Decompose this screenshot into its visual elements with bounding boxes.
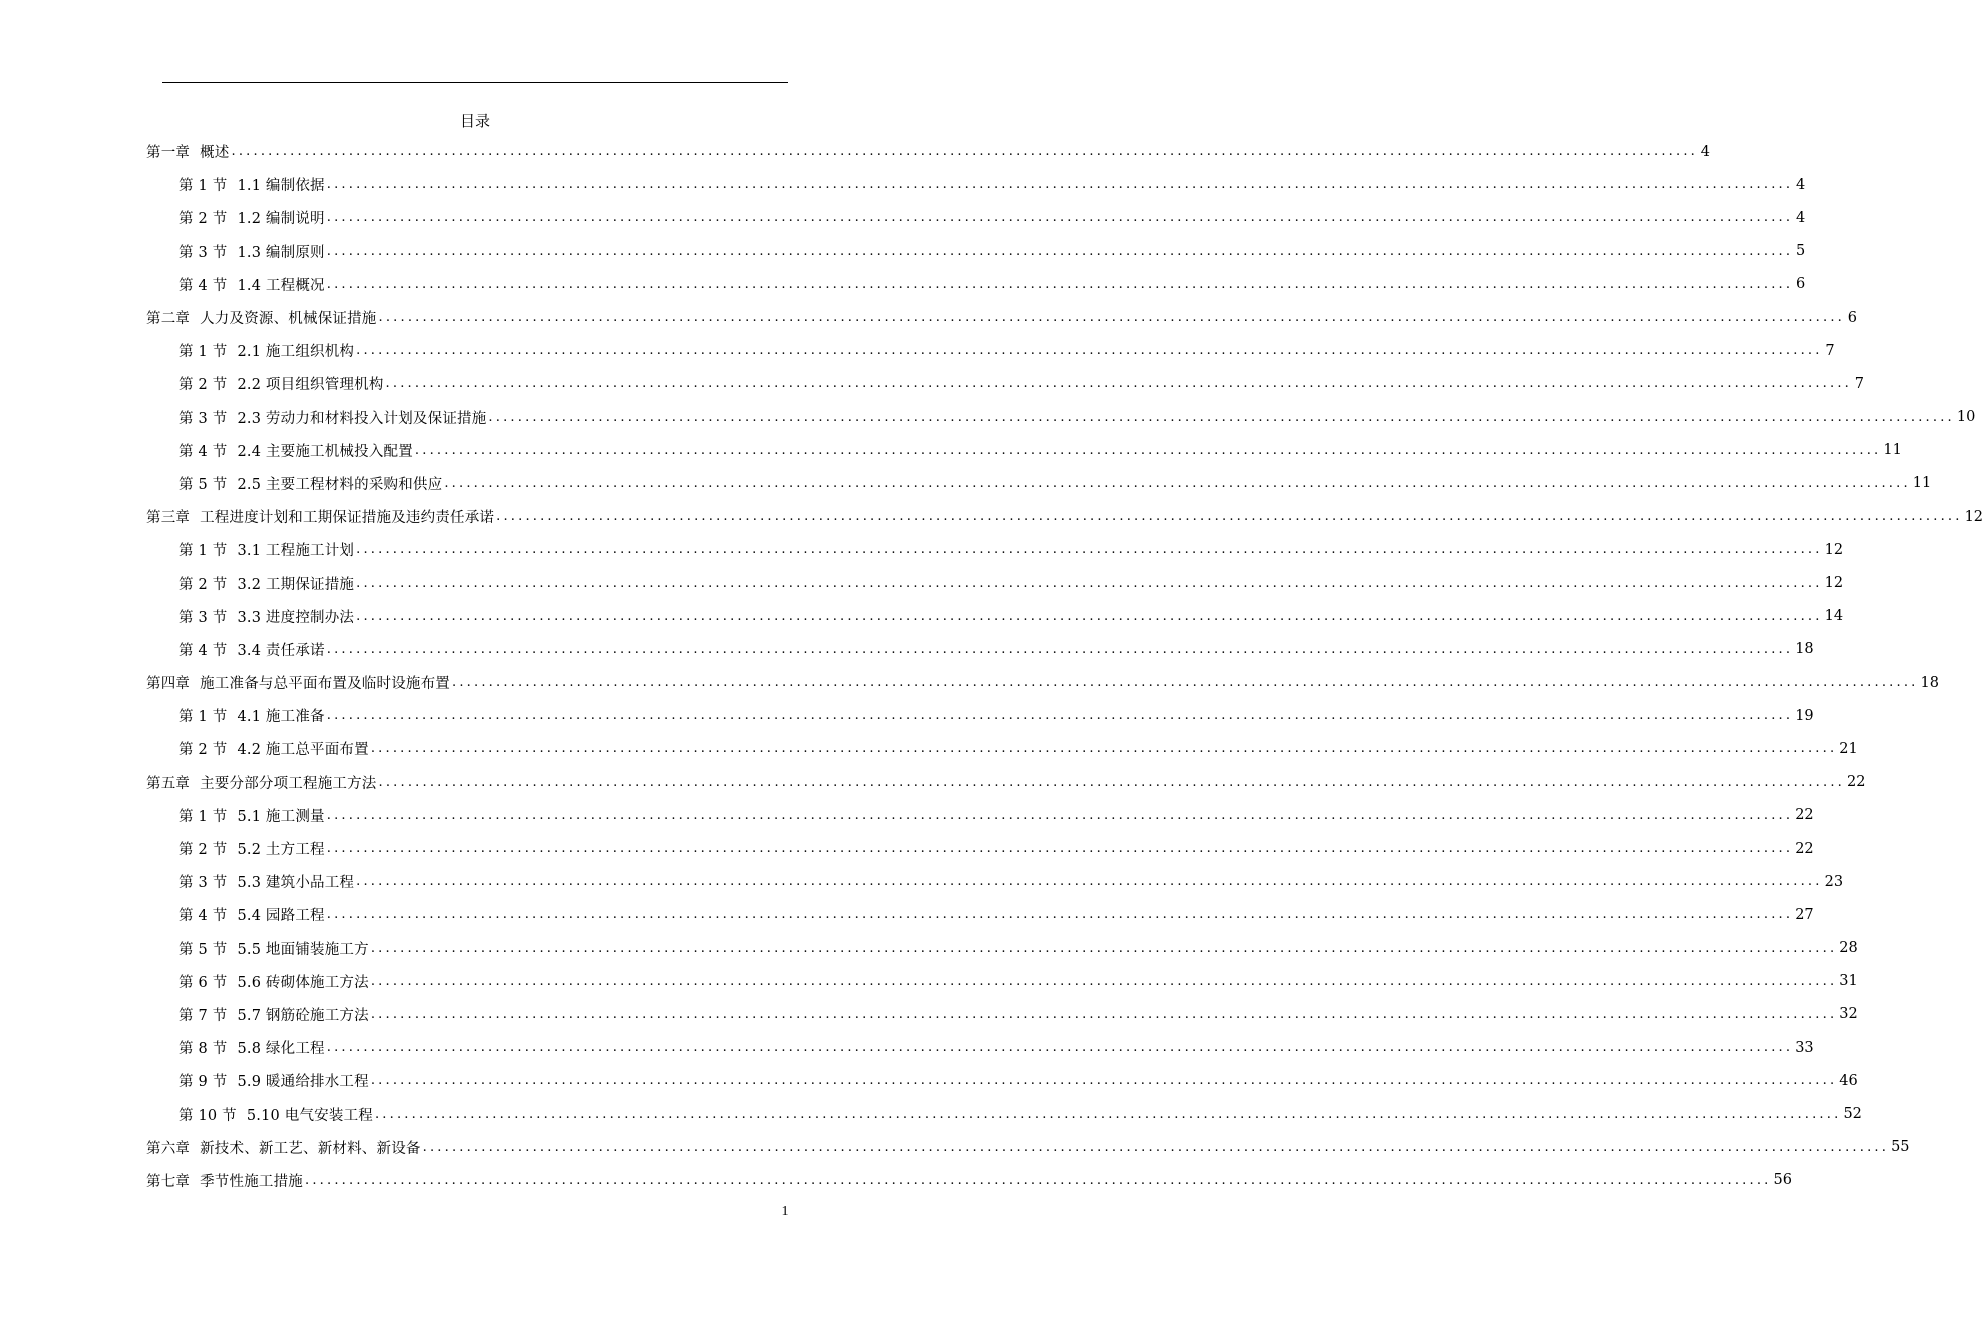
toc-entry-text: 工程进度计划和工期保证措施及违约责任承诺 [200, 510, 495, 527]
toc-entry-page-number: 23 [1824, 873, 1844, 890]
toc-entry-page-number: 32 [1839, 1006, 1858, 1023]
toc-entry-prefix: 第六章 [146, 1140, 191, 1157]
toc-entry-label [179, 1070, 369, 1091]
toc-entry-text: 4.1 施工准备 [237, 709, 325, 726]
table-of-contents [146, 135, 1983, 1197]
toc-chapter-entry[interactable] [146, 1164, 1792, 1197]
toc-entry-prefix: 第 1 节 [179, 709, 228, 726]
toc-entry-label [179, 938, 369, 959]
toc-dot-leader: ........................................................................................................................................................................................................ [370, 1073, 1838, 1089]
toc-entry-prefix: 第 3 节 [179, 244, 228, 261]
toc-section-entry[interactable] [146, 799, 1814, 832]
toc-dot-leader: ........................................................................................................................................................................................................ [326, 907, 1794, 923]
toc-dot-leader: ........................................................................................................................................................................................................ [326, 177, 1794, 193]
toc-entry-page-number: 19 [1795, 707, 1814, 724]
toc-entry-page-number: 10 [1956, 409, 1976, 426]
toc-entry-text: 5.1 施工测量 [237, 808, 325, 825]
toc-section-entry[interactable] [146, 965, 1858, 998]
toc-entry-text: 2.4 主要施工机械投入配置 [237, 443, 413, 460]
toc-entry-label [179, 573, 354, 594]
toc-entry-label [146, 141, 230, 162]
toc-entry-page-number: 7 [1854, 375, 1864, 392]
toc-dot-leader: ........................................................................................................................................................................................................ [370, 1006, 1838, 1022]
toc-dot-leader: ........................................................................................................................................................................................................ [452, 675, 1919, 691]
toc-section-entry[interactable] [146, 235, 1806, 268]
toc-dot-leader: ........................................................................................................................................................................................................ [305, 1172, 1772, 1188]
toc-entry-label [179, 871, 354, 892]
toc-entry-prefix: 第 5 节 [179, 476, 228, 493]
toc-entry-text: 2.2 项目组织管理机构 [237, 377, 384, 394]
toc-entry-page-number: 4 [1700, 143, 1710, 160]
toc-entry-page-number: 22 [1795, 840, 1814, 857]
toc-entry-page-number: 56 [1773, 1172, 1792, 1189]
toc-entry-label [179, 971, 369, 992]
toc-entry-label [146, 1137, 421, 1158]
toc-entry-text: 5.7 钢筋砼施工方法 [237, 1007, 369, 1024]
toc-entry-label [179, 1037, 325, 1058]
toc-entry-text: 3.1 工程施工计划 [237, 543, 355, 560]
toc-entry-label [146, 307, 377, 328]
toc-dot-leader: ........................................................................................................................................................................................................ [422, 1139, 1890, 1155]
toc-entry-label [179, 705, 325, 726]
toc-entry-prefix: 第 4 节 [179, 908, 228, 925]
toc-dot-leader: ........................................................................................................................................................................................................ [356, 608, 1823, 624]
toc-entry-prefix: 第三章 [146, 510, 191, 527]
toc-entry-prefix: 第 7 节 [179, 1007, 228, 1024]
toc-entry-text: 1.3 编制原则 [237, 244, 325, 261]
toc-entry-label [179, 805, 325, 826]
toc-dot-leader: ........................................................................................................................................................................................................ [326, 708, 1794, 724]
toc-entry-label [179, 606, 354, 627]
toc-dot-leader: ........................................................................................................................................................................................................ [488, 409, 1955, 425]
toc-entry-label [179, 207, 325, 228]
toc-entry-text: 2.3 劳动力和材料投入计划及保证措施 [237, 410, 487, 427]
toc-entry-text: 5.4 园路工程 [237, 908, 325, 925]
toc-entry-text: 新技术、新工艺、新材料、新设备 [200, 1140, 421, 1157]
toc-dot-leader: ........................................................................................................................................................................................................ [326, 243, 1794, 259]
toc-entry-page-number: 12 [1964, 508, 1983, 525]
toc-entry-page-number: 11 [1883, 442, 1902, 459]
toc-entry-page-number: 4 [1795, 176, 1806, 193]
toc-entry-prefix: 第 1 节 [179, 543, 228, 560]
toc-dot-leader: ........................................................................................................................................................................................................ [356, 343, 1823, 359]
toc-entry-prefix: 第 2 节 [179, 211, 228, 228]
toc-entry-page-number: 18 [1795, 641, 1814, 658]
toc-entry-prefix: 第五章 [146, 775, 191, 792]
toc-entry-prefix: 第 2 节 [179, 576, 228, 593]
toc-dot-leader: ........................................................................................................................................................................................................ [326, 841, 1794, 857]
toc-dot-leader: ........................................................................................................................................................................................................ [385, 376, 1852, 392]
toc-title: 目录 [459, 112, 490, 130]
toc-entry-text: 1.4 工程概况 [237, 277, 325, 294]
toc-entry-page-number: 55 [1891, 1139, 1910, 1156]
page-number: 1 [781, 1204, 789, 1219]
toc-dot-leader: ........................................................................................................................................................................................................ [378, 774, 1845, 790]
toc-dot-leader: ........................................................................................................................................................................................................ [444, 475, 1911, 491]
toc-entry-page-number: 5 [1795, 243, 1806, 260]
toc-entry-label [146, 672, 450, 693]
toc-entry-text: 5.2 土方工程 [237, 842, 325, 859]
toc-dot-leader: ........................................................................................................................................................................................................ [326, 210, 1794, 226]
toc-entry-page-number: 46 [1839, 1072, 1858, 1089]
toc-entry-page-number: 7 [1825, 342, 1835, 359]
toc-entry-prefix: 第二章 [146, 311, 191, 328]
toc-entry-text: 季节性施工措施 [200, 1173, 304, 1190]
toc-entry-page-number: 6 [1847, 309, 1857, 326]
toc-chapter-entry[interactable] [146, 766, 1866, 799]
toc-entry-prefix: 第 3 节 [179, 609, 228, 626]
toc-entry-text: 2.5 主要工程材料的采购和供应 [237, 476, 443, 493]
toc-entry-prefix: 第 1 节 [179, 344, 228, 361]
toc-entry-prefix: 第 1 节 [179, 808, 228, 825]
toc-dot-leader: ........................................................................................................................................................................................................ [378, 310, 1845, 326]
toc-dot-leader: ........................................................................................................................................................................................................ [326, 1040, 1794, 1056]
toc-entry-text: 施工准备与总平面布置及临时设施布置 [200, 676, 451, 693]
toc-entry-label [179, 440, 413, 461]
toc-dot-leader: ........................................................................................................................................................................................................ [326, 807, 1794, 823]
toc-section-entry[interactable] [146, 334, 1835, 367]
toc-section-entry[interactable] [146, 932, 1858, 965]
toc-section-entry[interactable] [146, 600, 1844, 633]
toc-dot-leader: ........................................................................................................................................................................................................ [370, 741, 1838, 757]
toc-dot-leader: ........................................................................................................................................................................................................ [326, 641, 1794, 657]
toc-entry-text: 主要分部分项工程施工方法 [200, 775, 377, 792]
toc-dot-leader: ........................................................................................................................................................................................................ [231, 144, 1698, 160]
toc-entry-text: 2.1 施工组织机构 [237, 344, 355, 361]
toc-entry-prefix: 第 8 节 [179, 1041, 228, 1058]
toc-dot-leader: ........................................................................................................................................................................................................ [326, 276, 1794, 292]
toc-entry-page-number: 12 [1824, 541, 1844, 558]
toc-dot-leader: ........................................................................................................................................................................................................ [356, 542, 1823, 558]
toc-entry-text: 5.8 绿化工程 [237, 1041, 325, 1058]
toc-entry-label [179, 639, 325, 660]
toc-entry-text: 5.5 地面铺装施工方 [237, 941, 369, 958]
toc-entry-label [146, 1170, 303, 1191]
toc-entry-page-number: 28 [1839, 940, 1858, 957]
toc-entry-prefix: 第 3 节 [179, 410, 228, 427]
toc-entry-prefix: 第 3 节 [179, 875, 228, 892]
toc-entry-text: 人力及资源、机械保证措施 [200, 311, 377, 328]
toc-section-entry[interactable] [146, 633, 1814, 666]
toc-entry-prefix: 第 6 节 [179, 974, 228, 991]
toc-entry-label [179, 473, 442, 494]
toc-entry-label [179, 174, 325, 195]
toc-entry-label [179, 1004, 369, 1025]
toc-entry-page-number: 52 [1843, 1106, 1862, 1123]
toc-section-entry[interactable] [146, 732, 1858, 765]
toc-dot-leader: ........................................................................................................................................................................................................ [370, 940, 1838, 956]
toc-section-entry[interactable] [146, 268, 1806, 301]
toc-dot-leader: ........................................................................................................................................................................................................ [356, 874, 1823, 890]
toc-entry-text: 5.9 暖通给排水工程 [237, 1074, 369, 1091]
toc-entry-label [179, 1104, 373, 1125]
toc-section-entry[interactable] [146, 434, 1902, 467]
toc-entry-prefix: 第 5 节 [179, 941, 228, 958]
toc-section-entry[interactable] [146, 401, 1976, 434]
toc-entry-text: 5.3 建筑小品工程 [237, 875, 355, 892]
toc-dot-leader: ........................................................................................................................................................................................................ [356, 575, 1823, 591]
toc-section-entry[interactable] [146, 367, 1864, 400]
toc-entry-label [179, 241, 325, 262]
toc-section-entry[interactable] [146, 865, 1844, 898]
toc-entry-prefix: 第 2 节 [179, 842, 228, 859]
toc-section-entry[interactable] [146, 832, 1814, 865]
toc-entry-prefix: 第 4 节 [179, 642, 228, 659]
toc-entry-page-number: 22 [1846, 774, 1866, 791]
toc-chapter-entry[interactable] [146, 666, 1939, 699]
toc-entry-prefix: 第 1 节 [179, 178, 228, 195]
toc-dot-leader: ........................................................................................................................................................................................................ [370, 973, 1838, 989]
toc-section-entry[interactable] [146, 998, 1858, 1031]
toc-entry-text: 1.2 编制说明 [237, 211, 325, 228]
toc-entry-page-number: 18 [1920, 674, 1939, 691]
toc-entry-label [179, 738, 369, 759]
toc-entry-label [179, 539, 354, 560]
toc-entry-page-number: 31 [1839, 973, 1858, 990]
toc-dot-leader: ........................................................................................................................................................................................................ [496, 509, 1963, 525]
toc-entry-prefix: 第 9 节 [179, 1074, 228, 1091]
toc-entry-prefix: 第 2 节 [179, 377, 228, 394]
toc-entry-prefix: 第 10 节 [179, 1107, 237, 1124]
header-rule [162, 82, 788, 83]
toc-section-entry[interactable] [146, 1064, 1858, 1097]
toc-entry-text: 5.10 电气安装工程 [246, 1107, 373, 1124]
toc-entry-text: 3.2 工期保证措施 [237, 576, 355, 593]
toc-section-entry[interactable] [146, 898, 1814, 931]
toc-dot-leader: ........................................................................................................................................................................................................ [374, 1106, 1842, 1122]
toc-entry-text: 1.1 编制依据 [237, 178, 325, 195]
toc-section-entry[interactable] [146, 533, 1844, 566]
toc-entry-label [179, 340, 354, 361]
toc-section-entry[interactable] [146, 467, 1932, 500]
toc-section-entry[interactable] [146, 566, 1844, 599]
toc-entry-label [179, 407, 486, 428]
toc-entry-label [179, 373, 384, 394]
toc-entry-label [179, 904, 325, 925]
toc-entry-page-number: 12 [1824, 575, 1844, 592]
toc-entry-prefix: 第 4 节 [179, 277, 228, 294]
toc-entry-page-number: 6 [1795, 276, 1806, 293]
toc-section-entry[interactable] [146, 699, 1814, 732]
toc-section-entry[interactable] [146, 1097, 1862, 1130]
toc-entry-page-number: 11 [1912, 475, 1932, 492]
toc-entry-text: 4.2 施工总平面布置 [237, 742, 369, 759]
toc-entry-label [179, 274, 325, 295]
toc-entry-page-number: 22 [1795, 807, 1814, 824]
toc-entry-page-number: 21 [1839, 740, 1858, 757]
toc-entry-page-number: 14 [1824, 608, 1844, 625]
toc-entry-text: 3.3 进度控制办法 [237, 609, 355, 626]
toc-section-entry[interactable] [146, 168, 1806, 201]
toc-entry-prefix: 第 4 节 [179, 443, 228, 460]
toc-chapter-entry[interactable] [146, 301, 1857, 334]
toc-chapter-entry[interactable] [146, 135, 1710, 168]
toc-entry-prefix: 第一章 [146, 145, 191, 162]
toc-entry-text: 3.4 责任承诺 [237, 642, 325, 659]
toc-chapter-entry[interactable] [146, 500, 1983, 533]
toc-entry-prefix: 第七章 [146, 1173, 191, 1190]
toc-section-entry[interactable] [146, 1031, 1814, 1064]
toc-entry-page-number: 27 [1795, 906, 1814, 923]
toc-entry-text: 概述 [200, 145, 230, 162]
toc-entry-text: 5.6 砖砌体施工方法 [237, 974, 369, 991]
toc-entry-label [179, 838, 325, 859]
toc-entry-page-number: 33 [1795, 1039, 1814, 1056]
toc-entry-page-number: 4 [1795, 209, 1806, 226]
toc-entry-label [146, 772, 377, 793]
toc-section-entry[interactable] [146, 201, 1806, 234]
toc-dot-leader: ........................................................................................................................................................................................................ [414, 442, 1882, 458]
toc-chapter-entry[interactable] [146, 1131, 1910, 1164]
toc-entry-prefix: 第 2 节 [179, 742, 228, 759]
toc-entry-prefix: 第四章 [146, 676, 191, 693]
toc-entry-label [146, 506, 494, 527]
